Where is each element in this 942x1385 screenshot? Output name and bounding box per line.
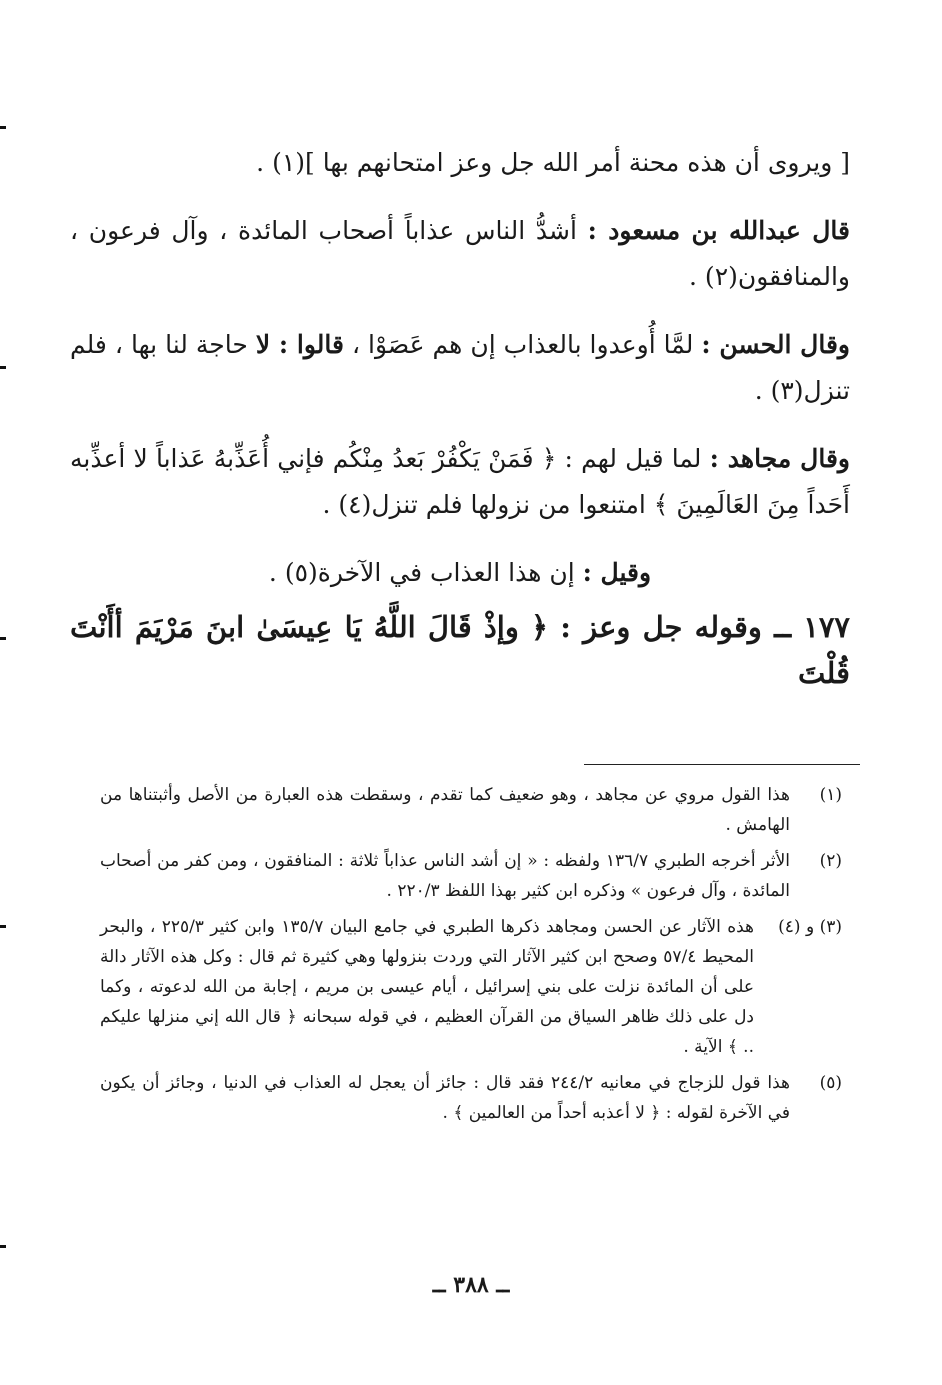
paragraph-3-bold: قالوا : لا (255, 330, 344, 359)
paragraph-3 (70, 322, 850, 414)
footnote-text: هذا قول للزجاج في معانيه ٢٤٤/٢ فقد قال : جائز أن يعجل له العذاب في الدنيا ، وجائز أن يكون في الآخرة لقوله : ﴿ لا أعذبه أحداً من العالمين ﴾ . (100, 1073, 791, 1123)
footnote-item (100, 780, 842, 840)
paragraph-2 (70, 208, 850, 300)
page-number: ــ ٣٨٨ ــ (432, 1272, 510, 1298)
paragraph-6-text: ١٧٧ ــ وقوله جل وعز : ﴿ وإذْ قَالَ اللَّهُ يَا عِيسَىٰ ابنَ مَرْيَمَ أأَنْتَ قُلْتَ (70, 610, 850, 690)
footnote-item (100, 1068, 842, 1128)
paragraph-5-text: إن هذا العذاب في الآخرة(٥) . (268, 558, 583, 587)
footnote-number: (٢) (819, 851, 842, 871)
paragraph-4 (70, 436, 850, 528)
paragraph-1-text: [ ويروى أن هذه محنة أمر الله جل وعز امتحانهم بها ](١) . (256, 148, 850, 177)
paragraph-4-lead: وقال مجاهد : (709, 444, 850, 473)
footnote-text: هذه الآثار عن الحسن ومجاهد ذكرها الطبري في جامع البيان ١٣٥/٧ وابن كثير ٢٢٥/٣ ، والبحر المحيط ٥٧/٤ وصحح ابن كثير الآثار التي وردت بنزولها وهي كثيرة ثم قال : وكل هذه الآثار دالة على أن المائدة نزلت على بني إسرائيل ، أيام عيسى بن مريم ، إجابة من الله لدعوته ، وكما دل على ذلك ظاهر السياق من القرآن العظيم ، في قوله سبحانه ﴿ قال الله إني منزلها عليكم .. ﴾ الآية . (100, 917, 755, 1057)
margin-mark (0, 637, 6, 640)
footnote-number: (٣) و (٤) (778, 917, 842, 937)
margin-mark (0, 126, 6, 129)
margin-mark (0, 925, 6, 928)
paragraph-3-rest: حاجة لنا بها ، فلم تنزل(٣) . (70, 330, 850, 405)
paragraph-5-lead: وقيل : (582, 558, 652, 587)
footnote-number: (١) (819, 785, 842, 805)
paragraph-1 (70, 140, 850, 186)
paragraph-4-text: لما قيل لهم : ﴿ فَمَنْ يَكْفُرْ بَعدُ مِنْكُم فإني أُعَذِّبهُ عَذاباً لا أعذِّبه أَحَداً مِنَ العَالَمِينَ ﴾ امتنعوا من نزولها فلم تنزل(٤) . (70, 444, 850, 519)
footnote-item (100, 846, 842, 906)
paragraph-2-lead: قال عبدالله بن مسعود : (587, 216, 850, 245)
footnote-number: (٥) (819, 1073, 842, 1093)
margin-mark (0, 1245, 6, 1248)
footnote-text: هذا القول مروي عن مجاهد ، وهو ضعيف كما تقدم ، وسقطت هذه العبارة من الأصل وأثبتناها من الهامش . (100, 785, 790, 835)
paragraph-5 (70, 550, 850, 596)
main-text (70, 140, 850, 696)
footnote-item (100, 912, 842, 1062)
footnote-separator (584, 764, 860, 765)
paragraph-3-lead: وقال الحسن : (701, 330, 850, 359)
footnote-text: الأثر أخرجه الطبري ١٣٦/٧ ولفظه : « إن أشد الناس عذاباً ثلاثة : المنافقون ، ومن كفر من أصحاب المائدة ، وآل فرعون » وذكره ابن كثير بهذا اللفظ ٢٢٠/٣ . (100, 851, 790, 901)
footnotes (100, 780, 842, 1134)
margin-mark (0, 366, 6, 369)
paragraph-2-text: أشدُّ الناس عذاباً أصحاب المائدة ، وآل فرعون ، والمنافقون(٢) . (70, 216, 850, 291)
paragraph-6 (70, 604, 850, 696)
paragraph-3-text: لمَّا أُوعدوا بالعذاب إن هم عَصَوْا ، (343, 330, 702, 359)
